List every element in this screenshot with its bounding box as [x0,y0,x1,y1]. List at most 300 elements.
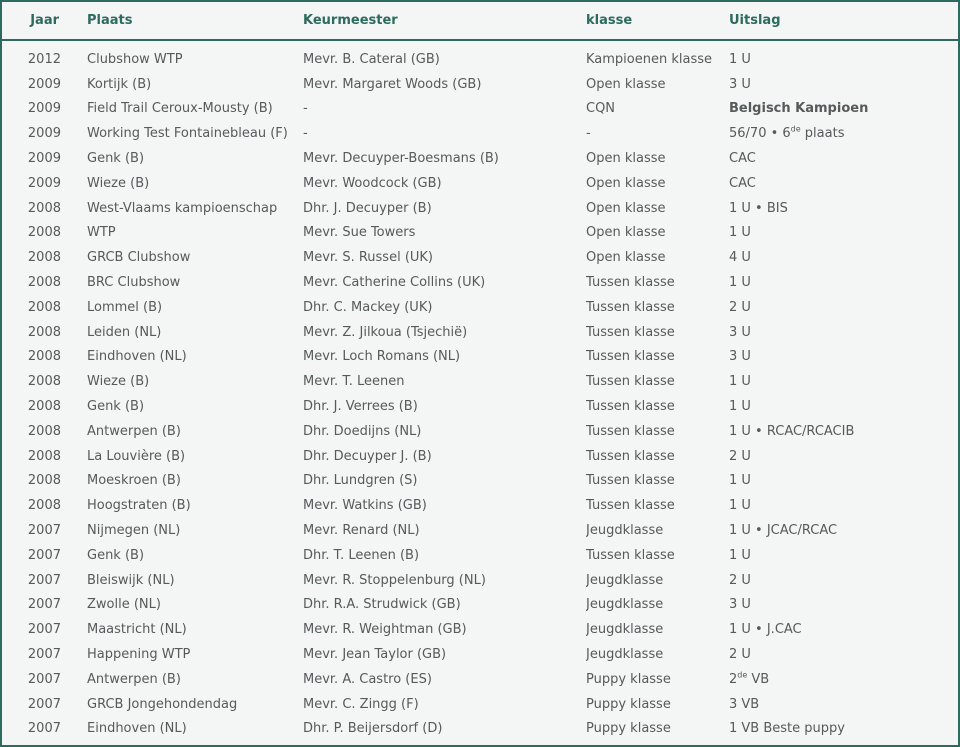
cell-jaar [2,40,87,72]
cell-keurmeester-text: Dhr. P. Beijersdorf (D) [303,721,443,737]
cell-uitslag [729,245,958,270]
cell-klasse-text: Tussen klasse [586,275,675,291]
cell-jaar [2,568,87,593]
cell-klasse-text: Open klasse [586,151,666,167]
cell-uitslag [729,221,958,246]
cell-jaar-text: 2008 [27,225,61,241]
cell-jaar [2,320,87,345]
cell-uitslag-text: 3 U [729,324,751,340]
cell-jaar [2,196,87,221]
cell-jaar-text: 2008 [27,250,61,266]
cell-uitslag [729,121,958,146]
cell-uitslag-text: 1 U [729,473,751,489]
cell-uitslag-text: 1 U • RCAC/RCACIB [729,423,855,439]
cell-klasse-text: Tussen klasse [586,324,675,340]
cell-klasse-text: Open klasse [586,175,666,191]
cell-keurmeester [303,320,586,345]
cell-keurmeester [303,245,586,270]
cell-uitslag-text: 2 [729,671,738,687]
cell-plaats [87,717,303,742]
cell-jaar-text: 2008 [27,275,61,291]
cell-klasse [586,196,729,221]
cell-uitslag [729,568,958,593]
cell-uitslag [729,40,958,72]
cell-keurmeester-text: Mevr. Woodcock (GB) [303,175,442,191]
cell-plaats-text: Kortijk (B) [87,76,152,92]
cell-klasse-text: Open klasse [586,250,666,266]
cell-keurmeester-text: Dhr. J. Decuyper (B) [303,200,432,216]
header-keurmeester: Keurmeester [303,2,586,40]
table-row [2,593,958,618]
cell-plaats-text: Maastricht (NL) [87,622,187,638]
cell-klasse [586,146,729,171]
cell-keurmeester [303,543,586,568]
cell-uitslag-text: 4 U [729,250,751,266]
table-row [2,518,958,543]
cell-uitslag [729,196,958,221]
cell-klasse [586,221,729,246]
cell-klasse-text: Jeugdklasse [586,572,664,588]
cell-plaats [87,667,303,692]
cell-keurmeester-text: Dhr. Lundgren (S) [303,473,418,489]
header-uitslag: Uitslag [729,2,958,40]
cell-klasse [586,692,729,717]
cell-plaats-text: Hoogstraten (B) [87,498,191,514]
cell-klasse [586,444,729,469]
cell-keurmeester-text: Dhr. J. Verrees (B) [303,399,418,415]
cell-keurmeester-text: - [303,101,308,117]
cell-uitslag [729,617,958,642]
cell-uitslag-text: 2 U [729,647,751,663]
cell-klasse [586,568,729,593]
cell-plaats [87,493,303,518]
cell-klasse-text: Jeugdklasse [586,622,664,638]
cell-keurmeester-text: Mevr. Margaret Woods (GB) [303,76,482,92]
cell-keurmeester-text: Mevr. R. Weightman (GB) [303,622,467,638]
cell-jaar-text: 2007 [27,597,61,613]
table-row [2,692,958,717]
table-row [2,72,958,97]
cell-keurmeester-text: Dhr. Doedijns (NL) [303,423,422,439]
cell-uitslag [729,419,958,444]
cell-keurmeester-text: Mevr. S. Russel (UK) [303,250,433,266]
cell-jaar-text: 2007 [27,547,61,563]
cell-klasse [586,72,729,97]
cell-uitslag [729,444,958,469]
cell-uitslag [729,146,958,171]
cell-plaats-text: Genk (B) [87,547,145,563]
cell-keurmeester [303,40,586,72]
cell-klasse-text: Tussen klasse [586,448,675,464]
cell-keurmeester-text: Mevr. T. Leenen [303,374,405,390]
cell-keurmeester [303,146,586,171]
header-jaar: Jaar [2,2,87,40]
cell-plaats-text: Leiden (NL) [87,324,162,340]
cell-plaats [87,320,303,345]
cell-keurmeester [303,196,586,221]
cell-jaar-text: 2008 [27,200,61,216]
cell-jaar [2,72,87,97]
cell-uitslag-text: 3 U [729,349,751,365]
cell-uitslag [729,369,958,394]
cell-jaar [2,617,87,642]
cell-jaar [2,642,87,667]
cell-uitslag [729,692,958,717]
cell-klasse-text: Tussen klasse [586,349,675,365]
cell-plaats [87,369,303,394]
cell-jaar [2,171,87,196]
cell-plaats [87,593,303,618]
cell-uitslag-text: 2 U [729,572,751,588]
cell-klasse-text: Tussen klasse [586,299,675,315]
cell-klasse-text: Puppy klasse [586,696,671,712]
cell-klasse-text: Tussen klasse [586,399,675,415]
cell-klasse [586,642,729,667]
cell-klasse [586,493,729,518]
cell-klasse-text: Open klasse [586,200,666,216]
cell-jaar-text: 2012 [27,51,61,67]
cell-klasse [586,667,729,692]
cell-keurmeester [303,171,586,196]
cell-uitslag-suffix: plaats [800,126,845,142]
cell-plaats [87,518,303,543]
cell-plaats-text: Genk (B) [87,399,145,415]
cell-uitslag [729,593,958,618]
table-row [2,369,958,394]
cell-uitslag [729,543,958,568]
cell-jaar-text: 2007 [27,671,61,687]
cell-jaar-text: 2008 [27,324,61,340]
table-row [2,121,958,146]
cell-keurmeester-text: Mevr. Renard (NL) [303,523,420,539]
table-row [2,146,958,171]
cell-jaar-text: 2008 [27,423,61,439]
cell-klasse [586,97,729,122]
cell-plaats-text: Field Trail Ceroux-Mousty (B) [87,101,273,117]
cell-uitslag-text: 1 U • J.CAC [729,622,802,638]
cell-jaar [2,295,87,320]
cell-klasse [586,394,729,419]
cell-uitslag-text: 2 U [729,299,751,315]
table-row [2,97,958,122]
ordinal-superscript: de [790,124,801,134]
table-row [2,493,958,518]
cell-plaats [87,642,303,667]
table-row [2,642,958,667]
cell-klasse [586,295,729,320]
cell-uitslag-text: 1 U • JCAC/RCAC [729,523,838,539]
table-row [2,196,958,221]
cell-klasse-text: Tussen klasse [586,374,675,390]
cell-jaar [2,369,87,394]
cell-uitslag [729,320,958,345]
cell-keurmeester [303,593,586,618]
cell-klasse [586,518,729,543]
table-row [2,171,958,196]
cell-jaar-text: 2007 [27,721,61,737]
cell-jaar-text: 2008 [27,448,61,464]
cell-plaats-text: Bleiswijk (NL) [87,572,175,588]
cell-klasse [586,717,729,742]
table-row [2,345,958,370]
results-table [2,2,958,741]
cell-jaar [2,394,87,419]
cell-plaats-text: Wieze (B) [87,374,150,390]
cell-uitslag [729,72,958,97]
cell-keurmeester [303,419,586,444]
table-row [2,221,958,246]
cell-keurmeester [303,97,586,122]
cell-plaats [87,394,303,419]
cell-jaar [2,419,87,444]
cell-uitslag-text: CAC [729,175,756,191]
cell-uitslag [729,518,958,543]
cell-uitslag-text: 1 U [729,498,751,514]
cell-uitslag [729,667,958,692]
cell-keurmeester-text: Dhr. R.A. Strudwick (GB) [303,597,461,613]
cell-klasse [586,469,729,494]
cell-uitslag [729,295,958,320]
cell-jaar-text: 2007 [27,523,61,539]
cell-plaats-text: GRCB Jongehondendag [87,696,238,712]
cell-jaar [2,518,87,543]
cell-jaar [2,121,87,146]
cell-uitslag [729,493,958,518]
cell-keurmeester-text: Mevr. Loch Romans (NL) [303,349,461,365]
cell-plaats [87,543,303,568]
cell-plaats [87,146,303,171]
cell-uitslag-text: CAC [729,151,756,167]
cell-klasse [586,617,729,642]
cell-klasse-text: Tussen klasse [586,473,675,489]
cell-uitslag-text: 1 U [729,374,751,390]
cell-plaats-text: Happening WTP [87,647,191,663]
cell-jaar [2,444,87,469]
cell-uitslag [729,394,958,419]
cell-plaats [87,617,303,642]
table-row [2,717,958,742]
cell-keurmeester [303,444,586,469]
cell-plaats-text: Lommel (B) [87,299,163,315]
cell-keurmeester-text: Mevr. C. Zingg (F) [303,696,419,712]
ordinal-superscript: de [737,670,748,680]
cell-uitslag-text: 1 U [729,51,751,67]
cell-jaar-text: 2008 [27,399,61,415]
cell-keurmeester [303,295,586,320]
header-plaats: Plaats [87,2,303,40]
cell-uitslag-text: 1 VB Beste puppy [729,721,845,737]
table-row [2,543,958,568]
cell-plaats [87,419,303,444]
cell-uitslag-text: 1 U [729,399,751,415]
cell-klasse-text: Open klasse [586,76,666,92]
cell-plaats [87,40,303,72]
cell-plaats [87,444,303,469]
table-row [2,444,958,469]
cell-uitslag-text: 3 U [729,76,751,92]
cell-uitslag [729,469,958,494]
cell-klasse-text: Jeugdklasse [586,523,664,539]
cell-keurmeester-text: - [303,126,308,142]
cell-uitslag-suffix: VB [747,671,770,687]
cell-uitslag [729,717,958,742]
cell-jaar-text: 2008 [27,349,61,365]
cell-keurmeester [303,345,586,370]
cell-keurmeester [303,667,586,692]
header-klasse: klasse [586,2,729,40]
cell-jaar-text: 2008 [27,299,61,315]
cell-klasse-text: Tussen klasse [586,498,675,514]
cell-jaar-text: 2007 [27,572,61,588]
cell-klasse [586,121,729,146]
cell-jaar-text: 2009 [27,151,61,167]
cell-klasse [586,320,729,345]
cell-keurmeester [303,642,586,667]
cell-plaats-text: Eindhoven (NL) [87,349,187,365]
cell-keurmeester [303,270,586,295]
cell-klasse-text: Puppy klasse [586,671,671,687]
table-row [2,469,958,494]
table-row [2,568,958,593]
cell-plaats [87,72,303,97]
cell-plaats [87,568,303,593]
cell-plaats [87,345,303,370]
cell-jaar [2,146,87,171]
cell-uitslag-text: 1 U • BIS [729,200,788,216]
cell-plaats-text: West-Vlaams kampioenschap [87,200,278,216]
cell-plaats [87,196,303,221]
cell-jaar [2,543,87,568]
cell-plaats-text: Wieze (B) [87,175,150,191]
cell-uitslag [729,97,958,122]
cell-plaats [87,97,303,122]
cell-klasse [586,40,729,72]
cell-keurmeester-text: Mevr. Jean Taylor (GB) [303,647,447,663]
cell-uitslag [729,642,958,667]
cell-klasse-text: Jeugdklasse [586,597,664,613]
table-row [2,667,958,692]
cell-jaar [2,270,87,295]
cell-klasse-text: Open klasse [586,225,666,241]
cell-keurmeester-text: Mevr. A. Castro (ES) [303,671,432,687]
cell-keurmeester [303,72,586,97]
cell-klasse [586,369,729,394]
cell-keurmeester [303,493,586,518]
table-row [2,394,958,419]
cell-plaats [87,221,303,246]
cell-keurmeester-text: Mevr. Sue Towers [303,225,416,241]
cell-plaats [87,692,303,717]
cell-uitslag-text: 1 U [729,275,751,291]
cell-keurmeester [303,469,586,494]
cell-uitslag-text: Belgisch Kampioen [729,101,869,117]
cell-plaats-text: WTP [87,225,116,241]
cell-plaats [87,171,303,196]
cell-plaats-text: Antwerpen (B) [87,671,181,687]
cell-plaats-text: Working Test Fontainebleau (F) [87,126,288,142]
table-row [2,245,958,270]
cell-keurmeester [303,518,586,543]
cell-jaar-text: 2009 [27,76,61,92]
table-row [2,270,958,295]
cell-jaar-text: 2009 [27,126,61,142]
table-row [2,40,958,72]
cell-klasse [586,593,729,618]
cell-jaar [2,221,87,246]
cell-keurmeester [303,221,586,246]
cell-klasse-text: Jeugdklasse [586,647,664,663]
cell-jaar-text: 2007 [27,647,61,663]
cell-plaats-text: Eindhoven (NL) [87,721,187,737]
cell-uitslag-text: 3 U [729,597,751,613]
cell-jaar [2,593,87,618]
cell-klasse-text: Tussen klasse [586,423,675,439]
cell-plaats [87,245,303,270]
cell-keurmeester-text: Mevr. Watkins (GB) [303,498,427,514]
cell-keurmeester [303,394,586,419]
cell-plaats-text: BRC Clubshow [87,275,181,291]
cell-keurmeester [303,121,586,146]
cell-klasse [586,419,729,444]
cell-jaar-text: 2008 [27,498,61,514]
cell-plaats-text: La Louvière (B) [87,448,186,464]
cell-uitslag-text: 1 U [729,225,751,241]
cell-klasse-text: - [586,126,591,142]
cell-klasse [586,345,729,370]
cell-klasse [586,270,729,295]
cell-klasse-text: Puppy klasse [586,721,671,737]
cell-jaar [2,469,87,494]
table-header [2,2,958,40]
cell-jaar-text: 2009 [27,101,61,117]
cell-klasse-text: Kampioenen klasse [586,51,713,67]
cell-uitslag [729,171,958,196]
cell-plaats-text: Moeskroen (B) [87,473,181,489]
cell-klasse-text: Tussen klasse [586,547,675,563]
cell-jaar [2,493,87,518]
cell-jaar [2,345,87,370]
cell-jaar-text: 2007 [27,622,61,638]
cell-plaats-text: Genk (B) [87,151,145,167]
cell-keurmeester-text: Mevr. R. Stoppelenburg (NL) [303,572,486,588]
cell-keurmeester [303,568,586,593]
cell-plaats-text: GRCB Clubshow [87,250,191,266]
cell-jaar-text: 2008 [27,374,61,390]
cell-plaats [87,270,303,295]
cell-uitslag [729,270,958,295]
cell-uitslag [729,345,958,370]
cell-plaats [87,295,303,320]
cell-keurmeester-text: Mevr. Decuyper-Boesmans (B) [303,151,499,167]
cell-uitslag-text: 3 VB [729,696,760,712]
cell-plaats-text: Antwerpen (B) [87,423,181,439]
cell-klasse [586,543,729,568]
cell-keurmeester [303,369,586,394]
cell-plaats-text: Clubshow WTP [87,51,183,67]
cell-keurmeester-text: Dhr. T. Leenen (B) [303,547,420,563]
cell-klasse-text: CQN [586,101,616,117]
cell-plaats [87,469,303,494]
cell-plaats [87,121,303,146]
cell-jaar-text: 2008 [27,473,61,489]
cell-jaar-text: 2009 [27,175,61,191]
cell-jaar [2,245,87,270]
cell-klasse [586,171,729,196]
cell-keurmeester [303,617,586,642]
cell-keurmeester-text: Dhr. C. Mackey (UK) [303,299,433,315]
cell-uitslag-text: 1 U [729,547,751,563]
cell-klasse [586,245,729,270]
